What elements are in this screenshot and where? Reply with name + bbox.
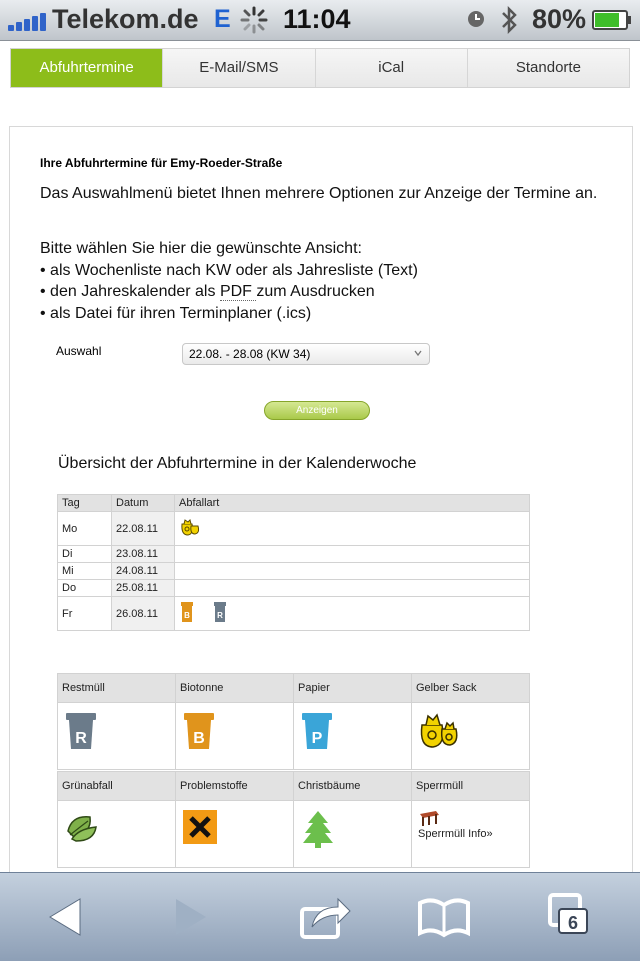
options-list: [40, 238, 600, 324]
tab-email-sms[interactable]: E-Mail/SMS: [162, 49, 314, 87]
bin-letter: B: [193, 730, 205, 747]
bin-letter: R: [75, 730, 87, 747]
table-row: [58, 580, 530, 597]
page-title: Ihre Abfuhrtermine für Emy-Roeder-Straße: [40, 156, 283, 170]
share-icon[interactable]: [294, 889, 354, 945]
option-pdf-calendar: [40, 281, 600, 303]
legend-label: Biotonne: [176, 674, 294, 703]
legend-label: Sperrmüll: [412, 772, 530, 801]
legend-label: Gelber Sack: [412, 674, 530, 703]
alarm-clock-icon: [466, 9, 486, 29]
row-day: Mo: [58, 512, 112, 546]
legend-label: Restmüll: [58, 674, 176, 703]
bluetooth-icon: [498, 4, 520, 36]
row-types: [175, 546, 530, 563]
tab-standorte[interactable]: Standorte: [467, 49, 629, 87]
legend-cell: [294, 703, 412, 770]
legend-cell: [176, 801, 294, 868]
option-pdf-prefix: • den Jahreskalender als: [40, 283, 220, 300]
tab-ical[interactable]: iCal: [315, 49, 467, 87]
bio-bin-icon: [179, 601, 195, 623]
status-bar: [0, 0, 640, 41]
row-types: [175, 563, 530, 580]
row-date: 26.08.11: [112, 597, 175, 631]
bin-letter: R: [217, 611, 223, 620]
row-date: 24.08.11: [112, 563, 175, 580]
week-select[interactable]: [182, 343, 430, 365]
leaf-icon: [64, 809, 100, 845]
legend-label: Papier: [294, 674, 412, 703]
residual-bin-icon: [212, 601, 228, 623]
legend-cell: [176, 703, 294, 770]
row-day: Do: [58, 580, 112, 597]
signal-strength-icon: [8, 11, 48, 31]
forward-arrow-icon[interactable]: [160, 889, 220, 945]
tab-abfuhrtermine[interactable]: Abfuhrtermine: [11, 49, 162, 87]
legend-label: Problemstoffe: [176, 772, 294, 801]
table-row: [58, 597, 530, 631]
legend-cell: [58, 703, 176, 770]
bin-letter: P: [311, 730, 323, 747]
choose-prompt: Bitte wählen Sie hier die gewünschte Ansicht:: [40, 240, 362, 257]
row-date: 22.08.11: [112, 512, 175, 546]
legend-grid-2: [57, 771, 530, 868]
row-types: [175, 512, 530, 546]
intro-text: Das Auswahlmenü bietet Ihnen mehrere Optionen zur Anzeige der Termine an.: [40, 185, 598, 202]
option-weekly-list: • als Wochenliste nach KW oder als Jahresliste (Text): [40, 261, 418, 279]
table-row: [58, 563, 530, 580]
overview-title: Übersicht der Abfuhrtermine in der Kalenderwoche: [58, 455, 417, 472]
row-day: Fr: [58, 597, 112, 631]
week-select-value: 22.08. - 28.08 (KW 34): [189, 347, 311, 361]
option-pdf-suffix: zum Ausdrucken: [256, 283, 375, 300]
bookmarks-icon[interactable]: [414, 889, 474, 945]
show-button[interactable]: Anzeigen: [264, 401, 370, 420]
col-header-type: Abfallart: [175, 495, 530, 512]
row-day: Di: [58, 546, 112, 563]
battery-percent: 80%: [532, 4, 587, 34]
network-type: E: [214, 5, 231, 33]
table-row: [58, 512, 530, 546]
row-date: 25.08.11: [112, 580, 175, 597]
select-label: Auswahl: [56, 344, 102, 358]
week-schedule-table: [57, 494, 530, 631]
clock-time: 11:04: [283, 4, 351, 34]
bio-bin-icon: [182, 711, 216, 751]
battery-icon: [592, 10, 632, 30]
legend-label: Grünabfall: [58, 772, 176, 801]
legend-cell: [294, 801, 412, 868]
pdf-link[interactable]: PDF: [219, 283, 257, 300]
table-row: [58, 546, 530, 563]
legend-cell: [412, 703, 530, 770]
christmas-tree-icon: [300, 809, 336, 849]
tab-bar: [10, 48, 630, 88]
legend-cell: [58, 801, 176, 868]
paper-bin-icon: [300, 711, 334, 751]
option-ics-file: • als Datei für ihren Terminplaner (.ics): [40, 304, 312, 322]
yellow-bag-icon: [179, 517, 201, 537]
browser-toolbar: [0, 872, 640, 961]
yellow-bag-icon: [418, 711, 460, 751]
tabs-count-button[interactable]: 6: [558, 908, 588, 934]
row-types: [175, 580, 530, 597]
carrier-name: Telekom.de: [52, 4, 199, 34]
table-header-row: [58, 495, 530, 512]
back-arrow-icon[interactable]: [36, 889, 96, 945]
row-types: [175, 597, 530, 631]
furniture-icon: [418, 809, 440, 827]
row-day: Mi: [58, 563, 112, 580]
row-date: 23.08.11: [112, 546, 175, 563]
residual-bin-icon: [64, 711, 98, 751]
hazard-icon: [182, 809, 218, 845]
bin-letter: B: [184, 611, 190, 620]
activity-spinner-icon: [240, 6, 268, 34]
col-header-day: Tag: [58, 495, 112, 512]
bulky-waste-info-link[interactable]: Sperrmüll Info»: [418, 828, 493, 840]
legend-cell: [412, 801, 530, 868]
col-header-date: Datum: [112, 495, 175, 512]
legend-label: Christbäume: [294, 772, 412, 801]
chevron-down-icon: [413, 348, 423, 358]
legend-grid-1: [57, 673, 530, 770]
